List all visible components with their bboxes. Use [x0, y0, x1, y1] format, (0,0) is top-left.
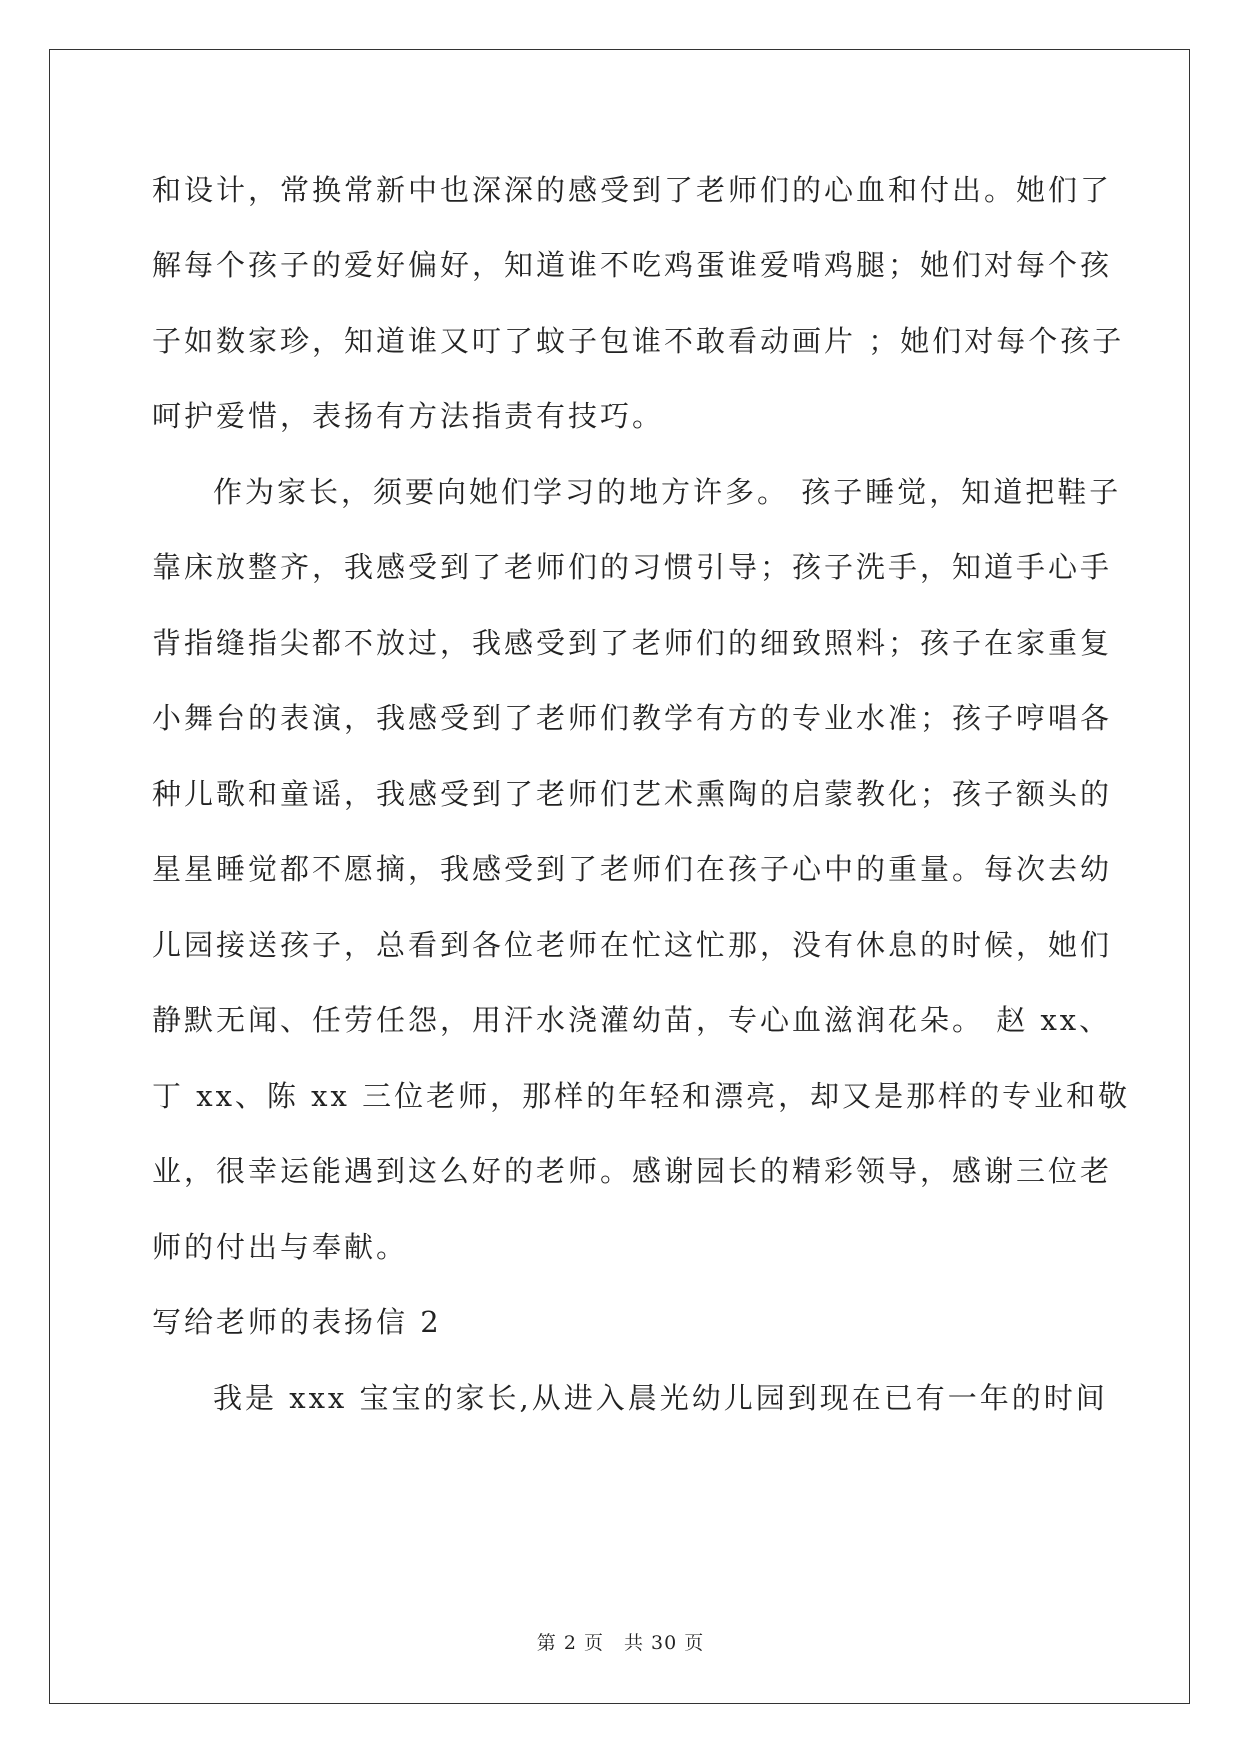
text-line: 解每个孩子的爱好偏好，知道谁不吃鸡蛋谁爱啃鸡腿；她们对每个孩: [152, 248, 1113, 282]
text-line: 种儿歌和童谣，我感受到了老师们艺术熏陶的启蒙教化；孩子额头的: [152, 777, 1113, 811]
text-line: 背指缝指尖都不放过，我感受到了老师们的细致照料；孩子在家重复: [152, 626, 1113, 660]
text-line: 小舞台的表演，我感受到了老师们教学有方的专业水准；孩子哼唱各: [152, 701, 1113, 735]
paragraph-start-line: 作为家长，须要向她们学习的地方许多。 孩子睡觉，知道把鞋子: [213, 475, 1122, 509]
text-line: 和设计，常换常新中也深深的感受到了老师们的心血和付出。她们了: [152, 173, 1113, 207]
section-heading: 写给老师的表扬信 2: [152, 1305, 442, 1339]
text-line: 静默无闻、任劳任怨，用汗水浇灌幼苗，专心血滋润花朵。 赵 xx、: [152, 1003, 1112, 1037]
text-line: 星星睡觉都不愿摘，我感受到了老师们在孩子心中的重量。每次去幼: [152, 852, 1113, 886]
text-line: 师的付出与奉献。: [152, 1230, 409, 1264]
text-line: 儿园接送孩子，总看到各位老师在忙这忙那，没有休息的时候，她们: [152, 928, 1113, 962]
text-line: 子如数家珍，知道谁又叮了蚊子包谁不敢看动画片 ；她们对每个孩子: [152, 324, 1125, 358]
text-line: 靠床放整齐，我感受到了老师们的习惯引导；孩子洗手，知道手心手: [152, 550, 1113, 584]
text-line: 呵护爱惜，表扬有方法指责有技巧。: [152, 399, 665, 433]
text-line: 丁 xx、陈 xx 三位老师，那样的年轻和漂亮，却又是那样的专业和敬: [152, 1079, 1131, 1113]
paragraph-start-line: 我是 xxx 宝宝的家长,从进入晨光幼儿园到现在已有一年的时间: [213, 1381, 1108, 1415]
page-number-footer: 第 2 页 共 30 页: [536, 1632, 705, 1654]
text-line: 业，很幸运能遇到这么好的老师。感谢园长的精彩领导，感谢三位老: [152, 1154, 1113, 1188]
